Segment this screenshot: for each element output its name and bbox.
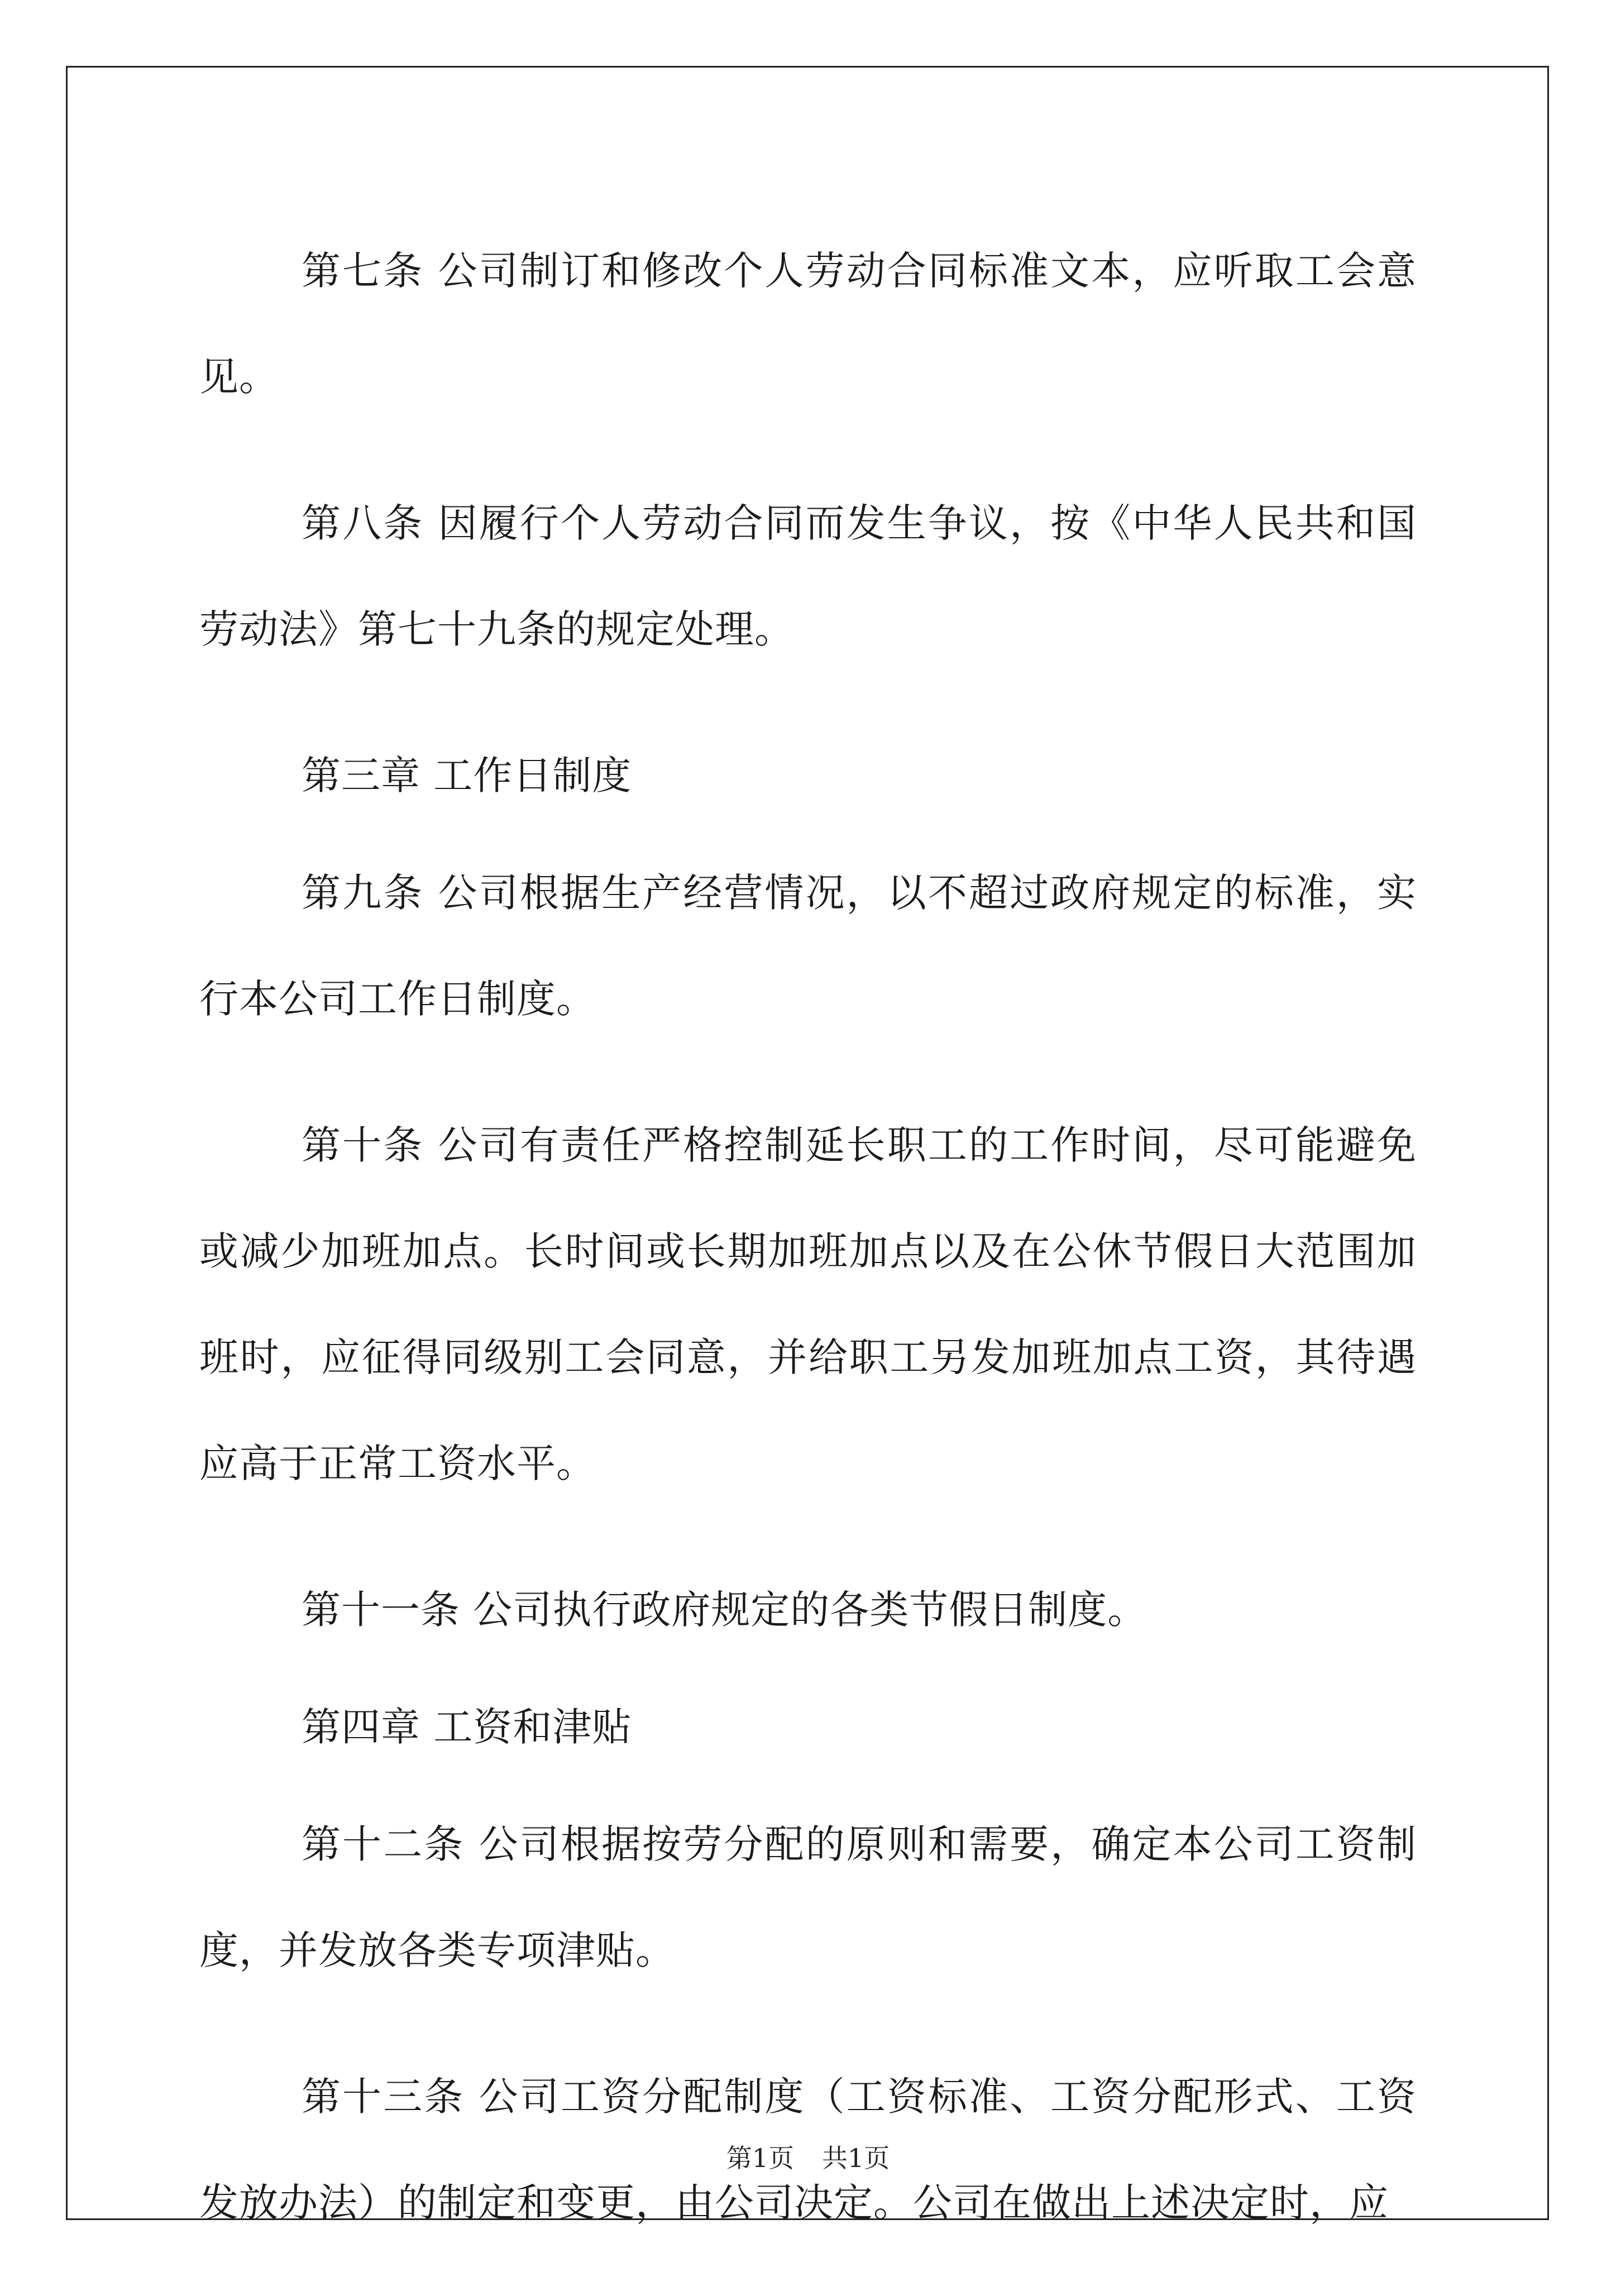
page-footer [0,2141,1616,2175]
chapter-4-heading: 第四章 工资和津贴 [302,1704,632,1750]
page-total: 共1页 [822,2143,890,2173]
chapter-3-heading: 第三章 工作日制度 [302,753,632,798]
document-body [199,218,1417,2296]
paragraph-article-9: 第九条 公司根据生产经营情况，以不超过政府规定的标准，实行本公司工作日制度。 [199,870,1417,1022]
paragraph-article-13: 第十三条 公司工资分配制度（工资标准、工资分配形式、工资发放办法）的制定和变更，由公司决定。公司在做出上述决定时，应 [199,2074,1417,2226]
paragraph-article-7: 第七条 公司制订和修改个人劳动合同标准文本，应听取工会意见。 [199,248,1417,400]
paragraph-article-10: 第十条 公司有责任严格控制延长职工的工作时间，尽可能避免或减少加班加点。长时间或长期加班加点以及在公休节假日大范围加班时，应征得同级别工会同意，并给职工另发加班加点工资，其待遇应高于正常工资水平。 [199,1122,1417,1486]
paragraph-article-8: 第八条 因履行个人劳动合同而发生争议，按《中华人民共和国劳动法》第七十九条的规定处理。 [199,500,1417,652]
paragraph-article-12: 第十二条 公司根据按劳分配的原则和需要，确定本公司工资制度，并发放各类专项津贴。 [199,1821,1417,1973]
page-number: 第1页 [726,2143,794,2173]
paragraph-article-11: 第十一条 公司执行政府规定的各类节假日制度。 [302,1587,1148,1633]
